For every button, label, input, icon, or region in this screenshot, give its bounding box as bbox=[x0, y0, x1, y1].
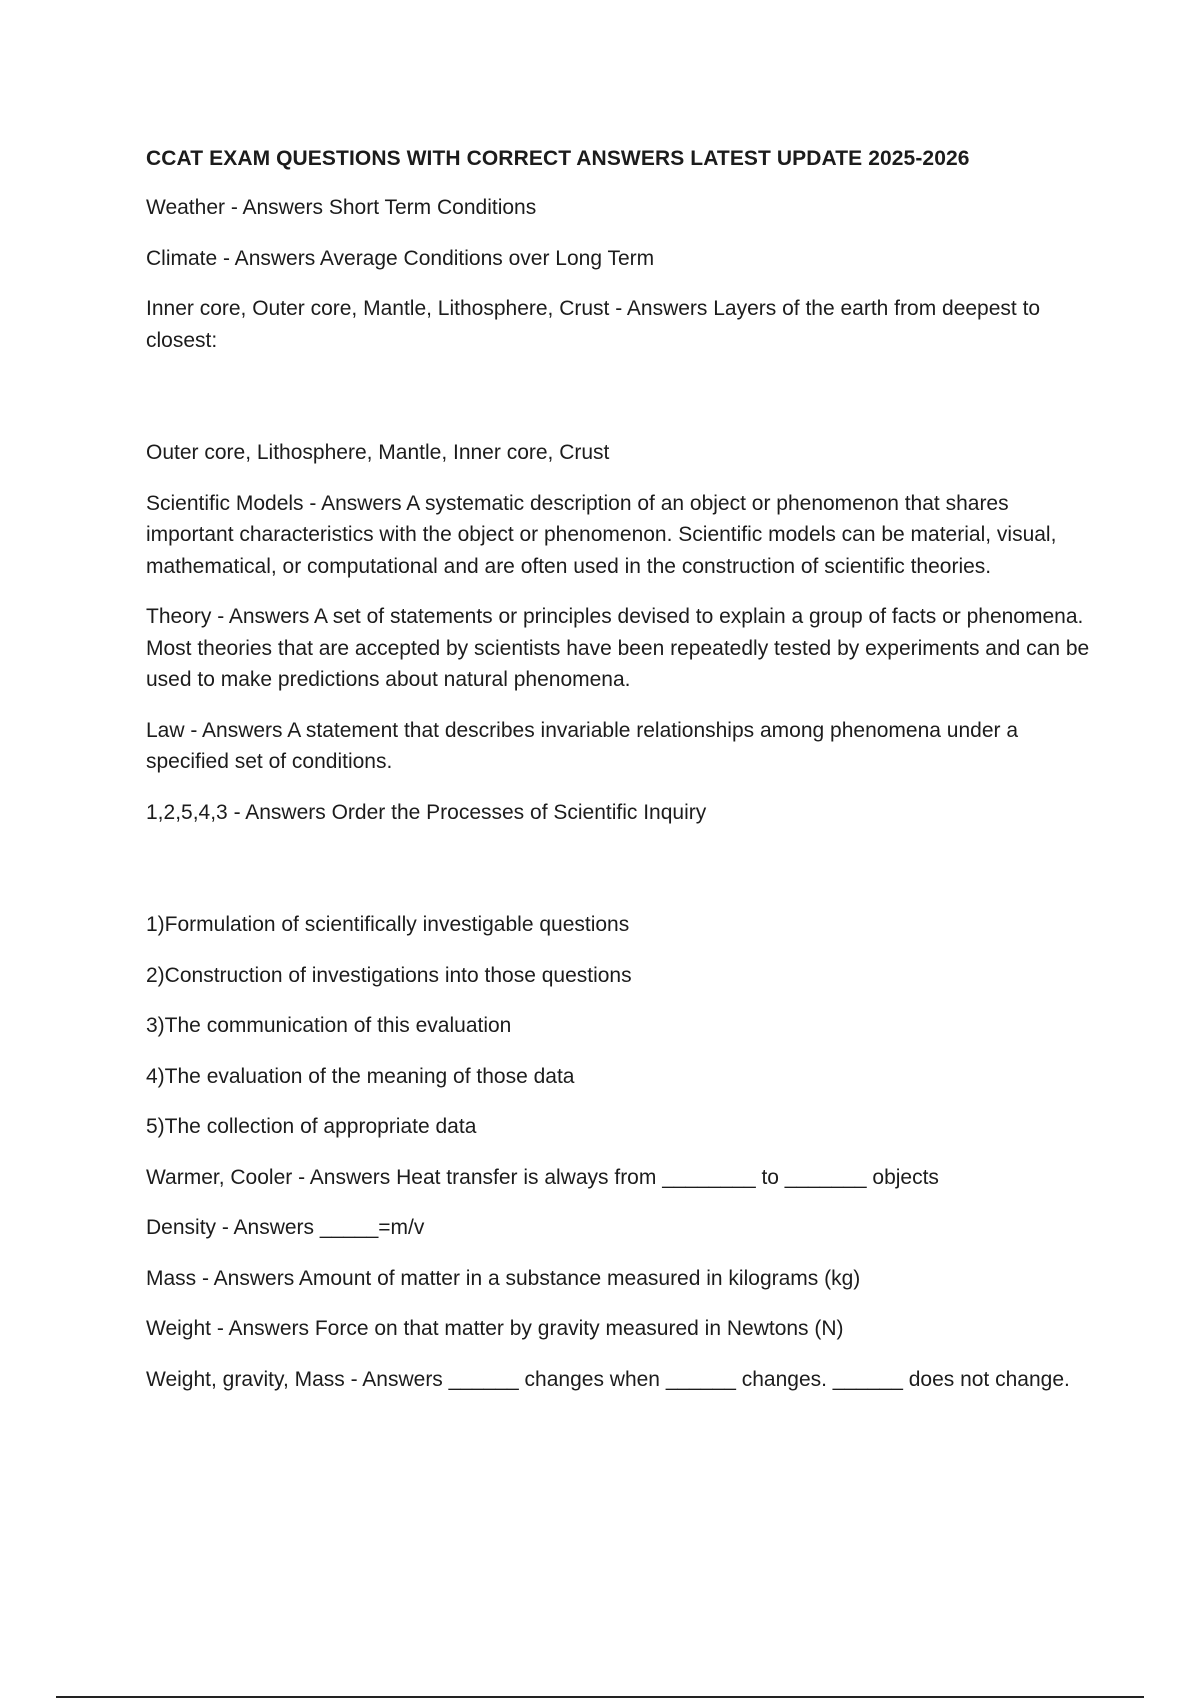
document-body bbox=[146, 144, 1096, 1414]
inquiry-step: 5)The collection of appropriate data bbox=[146, 1115, 477, 1138]
qa-scientific-inquiry-order: 1,2,5,4,3 - Answers Order the Processes of Scientific Inquiry bbox=[146, 800, 707, 824]
qa-climate: Climate - Answers Average Conditions over Long Term bbox=[146, 246, 655, 270]
qa-layers-option: Outer core, Lithosphere, Mantle, Inner core, Crust bbox=[146, 441, 610, 464]
qa-earth-layers: Inner core, Outer core, Mantle, Lithosphere, Crust - Answers Layers of the earth from deepest to closest: bbox=[146, 297, 1041, 352]
inquiry-step: 2)Construction of investigations into those questions bbox=[146, 963, 632, 987]
qa-scientific-models: Scientific Models - Answers A systematic description of an object or phenomenon that shares important characteristics with the object or phenomenon. Scientific models can be material, visual, mathematical, or computational and are often used in the construction of scientific theories. bbox=[146, 491, 1057, 578]
qa-weather: Weather - Answers Short Term Conditions bbox=[146, 196, 537, 219]
blank-gap bbox=[146, 375, 1096, 437]
qa-weight-gravity-mass: Weight, gravity, Mass - Answers ______ changes when ______ changes. ______ does not change. bbox=[146, 1367, 1070, 1391]
qa-heat-transfer: Warmer, Cooler - Answers Heat transfer is always from ________ to _______ objects bbox=[146, 1165, 939, 1189]
qa-density: Density - Answers _____=m/v bbox=[146, 1216, 425, 1239]
document-title: CCAT EXAM QUESTIONS WITH CORRECT ANSWERS LATEST UPDATE 2025-2026 bbox=[146, 147, 970, 170]
qa-mass: Mass - Answers Amount of matter in a substance measured in kilograms (kg) bbox=[146, 1266, 861, 1290]
inquiry-step: 4)The evaluation of the meaning of those data bbox=[146, 1064, 575, 1088]
inquiry-step: 3)The communication of this evaluation bbox=[146, 1014, 512, 1037]
blank-gap bbox=[146, 847, 1096, 909]
qa-theory: Theory - Answers A set of statements or principles devised to explain a group of facts or phenomena. Most theories that are accepted by scientists have been repeatedly tested by experiments and can be used to make predictions about natural phenomena. bbox=[146, 605, 1090, 691]
inquiry-step: 1)Formulation of scientifically investigable questions bbox=[146, 913, 630, 936]
footer-divider bbox=[56, 1696, 1144, 1698]
qa-weight: Weight - Answers Force on that matter by gravity measured in Newtons (N) bbox=[146, 1317, 844, 1340]
qa-law: Law - Answers A statement that describes invariable relationships among phenomena under a specified set of conditions. bbox=[146, 718, 1019, 773]
